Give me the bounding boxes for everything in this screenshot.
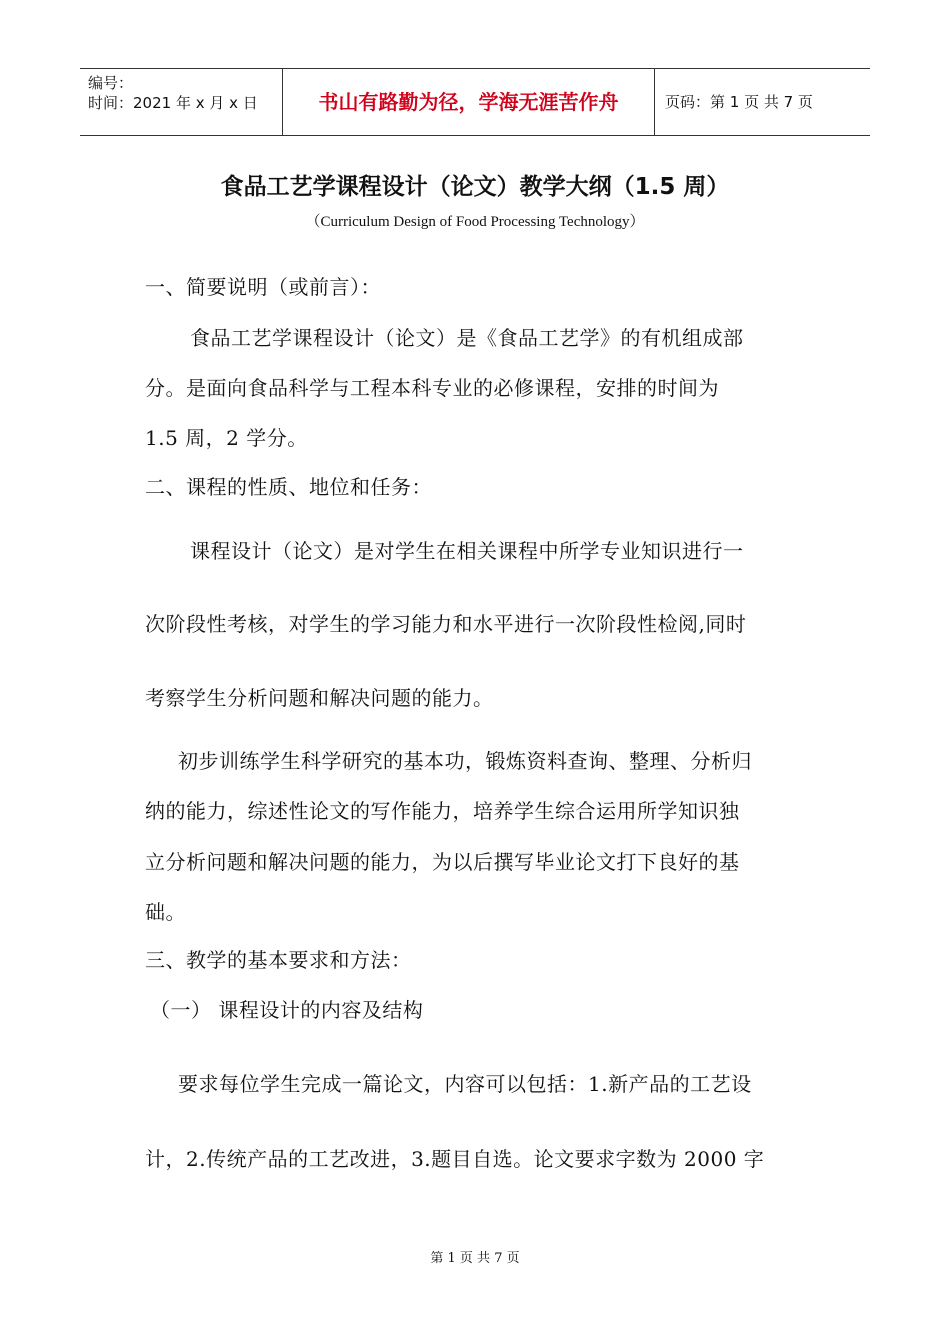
section-heading-1: 一、简要说明（或前言）：: [145, 275, 381, 299]
paragraph-line: 纳的能力，综述性论文的写作能力，培养学生综合运用所学知识独: [145, 799, 740, 823]
subsection-heading: （一） 课程设计的内容及结构: [150, 998, 424, 1022]
document-subtitle: （Curriculum Design of Food Processing Technology）: [305, 214, 645, 230]
header-meta: [80, 69, 282, 135]
paragraph-line: 初步训练学生科学研究的基本功，锻炼资料查询、整理、分析归: [178, 749, 752, 773]
paragraph-line: 分。是面向食品科学与工程本科专业的必修课程，安排的时间为: [145, 376, 719, 400]
paragraph-line: 础。: [145, 900, 186, 924]
document-title: 食品工艺学课程设计（论文）教学大纲（1.5 周）: [220, 174, 730, 200]
page-footer: 第 1 页 共 7 页: [430, 1251, 520, 1266]
section-heading-3: 三、教学的基本要求和方法：: [145, 948, 412, 972]
paragraph-line: 考察学生分析问题和解决问题的能力。: [145, 686, 494, 710]
section-heading-2: 二、课程的性质、地位和任务：: [145, 475, 432, 499]
header-motto: 书山有路勤为径，学海无涯苦作舟: [282, 69, 655, 135]
paragraph-line: 计，2.传统产品的工艺改进，3.题目自选。论文要求字数为 2000 字: [145, 1147, 765, 1171]
paragraph-line: 次阶段性考核，对学生的学习能力和水平进行一次阶段性检阅,同时: [145, 612, 747, 636]
paragraph-line: 要求每位学生完成一篇论文，内容可以包括：1.新产品的工艺设: [178, 1072, 752, 1096]
paragraph-line: 立分析问题和解决问题的能力，为以后撰写毕业论文打下良好的基: [145, 850, 740, 874]
header-page-info: 页码：第 1 页 共 7 页: [665, 93, 813, 111]
paragraph-line: 食品工艺学课程设计（论文）是《食品工艺学》的有机组成部: [190, 326, 744, 350]
code-label: 编号：: [88, 74, 134, 92]
time-label: 时间：2021 年 x 月 x 日: [88, 94, 258, 112]
page-header: [80, 68, 870, 136]
paragraph-line: 课程设计（论文）是对学生在相关课程中所学专业知识进行一: [190, 539, 744, 563]
paragraph-line: 1.5 周，2 学分。: [145, 426, 308, 450]
